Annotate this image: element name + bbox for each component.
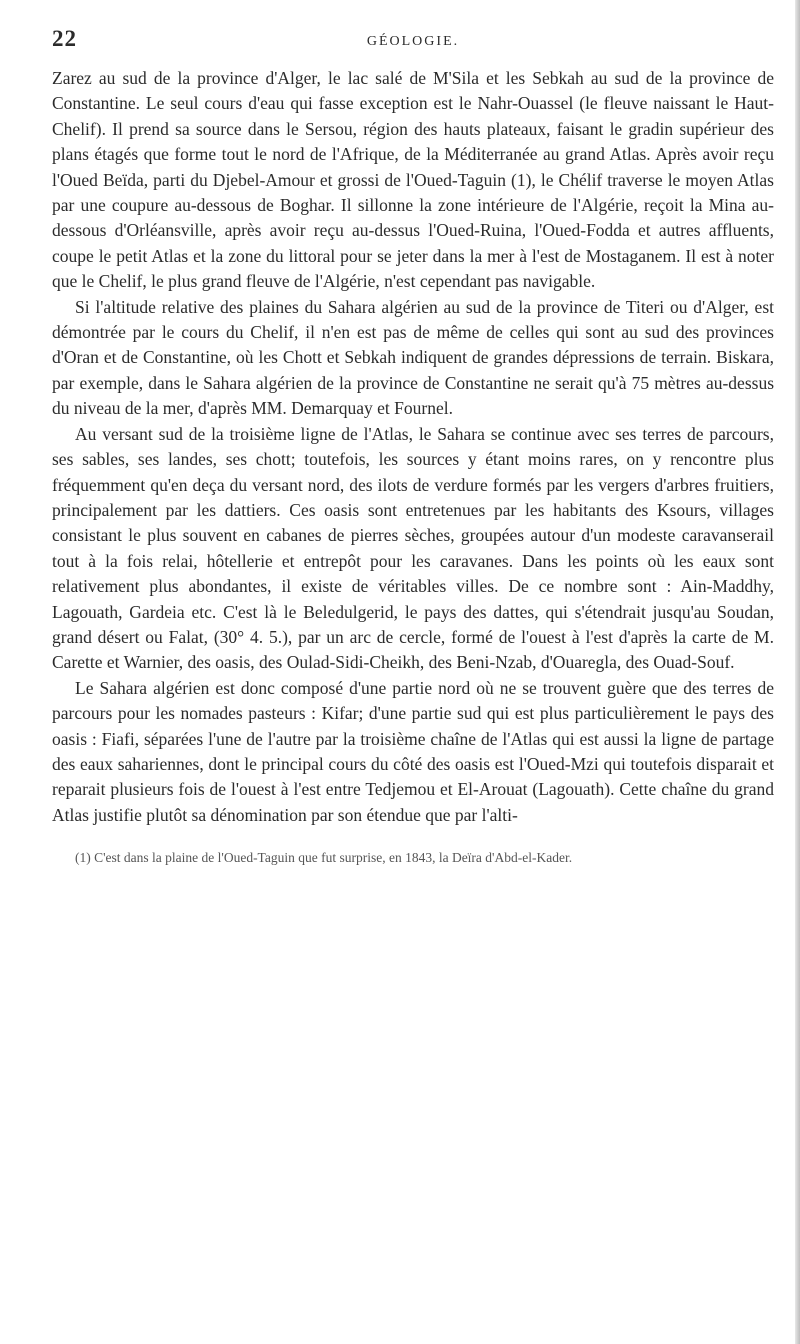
book-page [52,26,774,868]
footnote: (1) C'est dans la plaine de l'Oued-Taguin que fut surprise, en 1843, la Deïra d'Abd-el-Kader. [75,850,573,866]
paragraph: Si l'altitude relative des plaines du Sahara algérien au sud de la province de Titeri ou d'Alger, est démontrée par le cours du Chelif, il n'en est pas de même de celles qui sont au sud des provinces d'Oran et de Constantine, où les Chott et Sebkah indiquent de grandes dépressions de terrain. Biskara, par exemple, dans le Sahara algérien de la province de Constantine ne serait qu'à 75 mètres au-dessus du niveau de la mer, d'après MM. Demarquay et Fournel. [52,296,774,419]
running-title: GÉOLOGIE. [366,34,460,49]
paragraph: Zarez au sud de la province d'Alger, le lac salé de M'Sila et les Sebkah au sud de la province de Constantine. Le seul cours d'eau qui fasse exception est le Nahr-Ouassel (le fleuve naissant le Haut-Chelif). Il prend sa source dans le Sersou, région des hauts plateaux, faisant le gradin supérieur des plans étagés que forme tout le nord de l'Afrique, de la Méditerranée au grand Atlas. Après avoir reçu l'Oued Beïda, parti du Djebel-Amour et grossi de l'Oued-Taguin (1), le Chélif traverse le moyen Atlas par une coupure au-dessous de Boghar. Il sillonne la zone intérieure de l'Algérie, reçoit la Mina au-dessous d'Orléansville, après avoir reçu au-dessus l'Oued-Ruina, l'Oued-Fodda et autres affluents, coupe le petit Atlas et la zone du littoral pour se jeter dans la mer à l'est de Mostaganem. Il est à noter que le Chelif, le plus grand fleuve de l'Algérie, n'est cependant pas navigable. [52,68,774,292]
page-edge-shadow [795,0,800,1344]
paragraph: Le Sahara algérien est donc composé d'une partie nord où ne se trouvent guère que des terres de parcours pour les nomades pasteurs : Kifar; d'une partie sud qui est plus particulièrement le pays des oasis : Fiafi, séparées l'une de l'autre par la troisième chaîne de l'Atlas qui est aussi la ligne de partage des eaux sahariennes, dont le principal cours du côté des oasis est l'Oued-Mzi qui toutefois disparait et reparait plusieurs fois de l'ouest à l'est entre Tedjemou et El-Arouat (Lagouath). Cette chaîne du grand Atlas justifie plutôt sa dénomination par son étendue que par l'alti- [52,677,774,825]
page-number: 22 [52,26,77,51]
page-header [52,26,774,66]
body-text [52,66,774,828]
paragraph: Au versant sud de la troisième ligne de l'Atlas, le Sahara se continue avec ses terres de parcours, ses sables, ses landes, ses chott; toutefois, les sources y étant moins rares, on y rencontre plus fréquemment qu'en deça du versant nord, des ilots de verdure formés par les vergers d'arbres fruitiers, principalement par les dattiers. Ces oasis sont entretenues par les habitants des Ksours, villages consistant le plus souvent en cabanes de pierres sèches, groupées autour d'un modeste caravanserail tout à la fois relai, hôtellerie et entrepôt pour les caravanes. Dans les points où les eaux sont relativement plus abondantes, il existe de véritables villes. De ce nombre sont : Ain-Maddhy, Lagouath, Gardeia etc. C'est là le Beledulgerid, le pays des dattes, qui s'étendrait jusqu'au Soudan, grand désert ou Falat, (30° 4. 5.), par un arc de cercle, formé de l'ouest à l'est d'après la carte de M. Carette et Warnier, des oasis, des Oulad-Sidi-Cheikh, des Beni-Nzab, d'Ouaregla, des Ouad-Souf. [52,423,774,673]
